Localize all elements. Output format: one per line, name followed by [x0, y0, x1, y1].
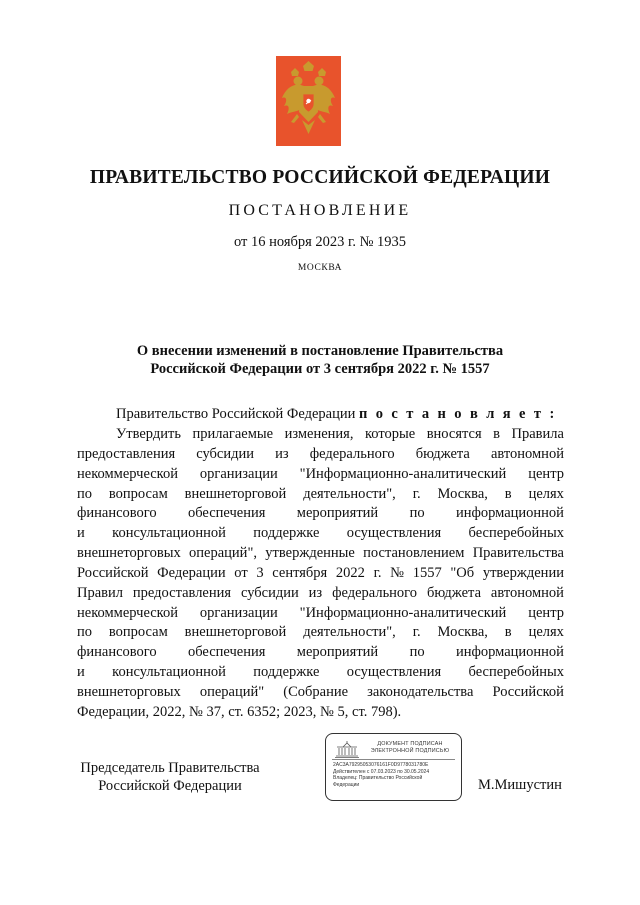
- body-word: 3: [256, 564, 264, 581]
- subject-line: О внесении изменений в постановление Правительства: [136, 343, 504, 359]
- stamp-title-line: ЭЛЕКТРОННОЙ ПОДПИСЬЮ: [370, 748, 450, 754]
- body-word: по: [409, 505, 425, 522]
- stamp-owner: Федерации: [333, 781, 360, 788]
- body-word: федерального: [309, 445, 395, 462]
- subject-line: Российской Федерации от 3 сентября 2022 г. № 1557: [150, 361, 490, 377]
- body-word: ст.: [348, 703, 368, 720]
- stamp-validity: Действителен с 07.03.2023 по 30.05.2024: [333, 768, 430, 775]
- body-word: и: [77, 525, 85, 542]
- body-word: поддержке: [253, 525, 320, 542]
- body-word: федерального: [332, 584, 418, 601]
- body-word: г.: [373, 564, 382, 581]
- body-word: внешнеторговых: [77, 683, 181, 700]
- body-word: операций": [199, 683, 265, 700]
- body-word: автономной: [490, 445, 564, 462]
- body-word: деятельности",: [303, 485, 396, 502]
- preamble: [116, 406, 557, 423]
- signer-position-line: Председатель Правительства: [80, 760, 260, 776]
- body-line: [77, 643, 564, 663]
- body-line: [77, 485, 564, 505]
- signer-position: [70, 759, 270, 795]
- body-word: №: [390, 564, 405, 581]
- body-word: мероприятий: [296, 644, 379, 661]
- body-word: организации: [199, 604, 278, 621]
- body-word: субсидии: [196, 445, 255, 462]
- body-word: по: [409, 644, 425, 661]
- stamp-serial: 2AC3A79295053076161F0D9778031780E: [333, 762, 429, 768]
- body-word: финансового: [77, 644, 157, 661]
- body-word: изменения,: [284, 426, 354, 442]
- body-word: 2022,: [149, 703, 186, 720]
- stamp-owner: Владелец: Правительство Российской: [333, 775, 423, 782]
- body-line: [77, 623, 564, 643]
- body-word: бесперебойных: [468, 525, 564, 542]
- body-word: 37,: [202, 703, 225, 720]
- signer-name: М.Мишустин: [478, 777, 562, 793]
- stamp-divider: [332, 759, 455, 760]
- body-word: сентября: [272, 564, 328, 581]
- government-building-icon: [334, 740, 360, 758]
- body-word: от: [234, 564, 248, 581]
- body-word: финансового: [77, 505, 157, 522]
- body-word: "Информационно-аналитический: [299, 604, 507, 621]
- preamble-verb: п о с т а н о в л я е т :: [358, 406, 557, 422]
- preamble-text: Правительство Российской Федерации: [116, 406, 356, 422]
- body-word: внешнеторговой: [184, 624, 287, 641]
- body-word: бесперебойных: [468, 664, 564, 681]
- body-word: Правила: [511, 426, 564, 442]
- body-word: №: [185, 703, 203, 720]
- body-word: постановлением: [363, 545, 465, 562]
- body-word: утвержденные: [265, 545, 355, 562]
- body-word: операций",: [189, 545, 257, 562]
- body-word: внешнеторговой: [184, 485, 287, 502]
- body-word: организации: [199, 465, 278, 482]
- stamp-title: [362, 741, 458, 755]
- body-word: консультационной: [112, 525, 226, 542]
- document-date-number: от 16 ноября 2023 г. № 1935: [233, 234, 407, 250]
- document-city: МОСКВА: [297, 263, 343, 273]
- body-line: [77, 445, 564, 465]
- body-word: информационной: [455, 644, 564, 661]
- body-word: которые: [364, 426, 416, 442]
- body-word: центр: [528, 465, 564, 482]
- stamp-details: [333, 762, 429, 788]
- body-word: законодательства: [367, 683, 474, 700]
- body-word: Утвердить: [116, 426, 181, 442]
- body-word: г.: [412, 485, 421, 502]
- body-line: [77, 683, 564, 703]
- body-line: [77, 663, 564, 683]
- body-word: ст.: [224, 703, 244, 720]
- body-word: некоммерческой: [77, 604, 178, 621]
- body-word: 2023,: [280, 703, 317, 720]
- body-word: консультационной: [112, 664, 226, 681]
- document-subject: [0, 342, 640, 378]
- body-word: "Об: [450, 564, 475, 581]
- body-word: в: [493, 426, 500, 442]
- body-word: вопросам: [108, 624, 168, 641]
- body-word: утверждении: [482, 564, 564, 581]
- body-word: обеспечения: [188, 644, 266, 661]
- body-word: автономной: [490, 584, 564, 601]
- body-word: предоставления: [77, 445, 176, 462]
- body-line: [77, 504, 564, 524]
- body-word: из: [308, 584, 323, 601]
- body-word: Федерации: [157, 564, 226, 581]
- body-word: 798).: [367, 703, 402, 720]
- body-word: прилагаемые: [192, 426, 274, 442]
- body-word: бюджета: [415, 445, 470, 462]
- body-word: поддержке: [253, 664, 320, 681]
- body-line: [77, 465, 564, 485]
- body-line: [77, 703, 564, 723]
- signer-position-line: Российской Федерации: [98, 778, 242, 794]
- body-word: по: [77, 485, 93, 502]
- body-word: Правительства: [472, 545, 564, 562]
- electronic-signature-stamp: [325, 733, 462, 801]
- body-word: центр: [528, 604, 564, 621]
- body-word: №: [316, 703, 334, 720]
- body-word: предоставления: [132, 584, 232, 601]
- body-word: мероприятий: [296, 505, 379, 522]
- body-word: Москва,: [437, 624, 488, 641]
- body-word: в: [504, 485, 512, 502]
- document-type: ПОСТАНОВЛЕНИЕ: [228, 202, 412, 219]
- body-word: "Информационно-аналитический: [299, 465, 507, 482]
- body-word: информационной: [455, 505, 564, 522]
- body-line: [77, 584, 564, 604]
- coat-of-arms-icon: [276, 56, 341, 146]
- government-title: ПРАВИТЕЛЬСТВО РОССИЙСКОЙ ФЕДЕРАЦИИ: [89, 167, 551, 188]
- body-word: вносятся: [426, 426, 482, 442]
- body-line: [77, 524, 564, 544]
- body-word: обеспечения: [188, 505, 266, 522]
- body-line: [77, 425, 564, 445]
- body-word: вопросам: [108, 485, 168, 502]
- body-word: осуществления: [346, 664, 442, 681]
- body-word: бюджета: [426, 584, 482, 601]
- body-line: [77, 544, 564, 564]
- body-word: целях: [528, 485, 564, 502]
- body-word: осуществления: [346, 525, 442, 542]
- body-word: деятельности",: [303, 624, 396, 641]
- body-word: некоммерческой: [77, 465, 178, 482]
- body-word: по: [77, 624, 93, 641]
- body-line: [77, 604, 564, 624]
- body-word: Москва,: [437, 485, 488, 502]
- stamp-title-line: ДОКУМЕНТ ПОДПИСАН: [377, 741, 443, 747]
- body-word: в: [504, 624, 512, 641]
- body-word: внешнеторговых: [77, 545, 181, 562]
- body-line: [77, 564, 564, 584]
- body-word: Правил: [77, 584, 123, 601]
- body-word: субсидии: [240, 584, 299, 601]
- body-word: и: [77, 664, 85, 681]
- body-word: 1557: [412, 564, 442, 581]
- body-word: 6352;: [243, 703, 281, 720]
- body-word: (Собрание: [283, 683, 349, 700]
- decree-body: [77, 425, 564, 723]
- body-word: г.: [412, 624, 421, 641]
- body-word: целях: [528, 624, 564, 641]
- body-word: Российской: [77, 564, 149, 581]
- body-word: Российской: [492, 683, 564, 700]
- body-word: из: [275, 445, 289, 462]
- body-word: Федерации,: [77, 703, 150, 720]
- body-word: 2022: [335, 564, 365, 581]
- body-word: 5,: [333, 703, 349, 720]
